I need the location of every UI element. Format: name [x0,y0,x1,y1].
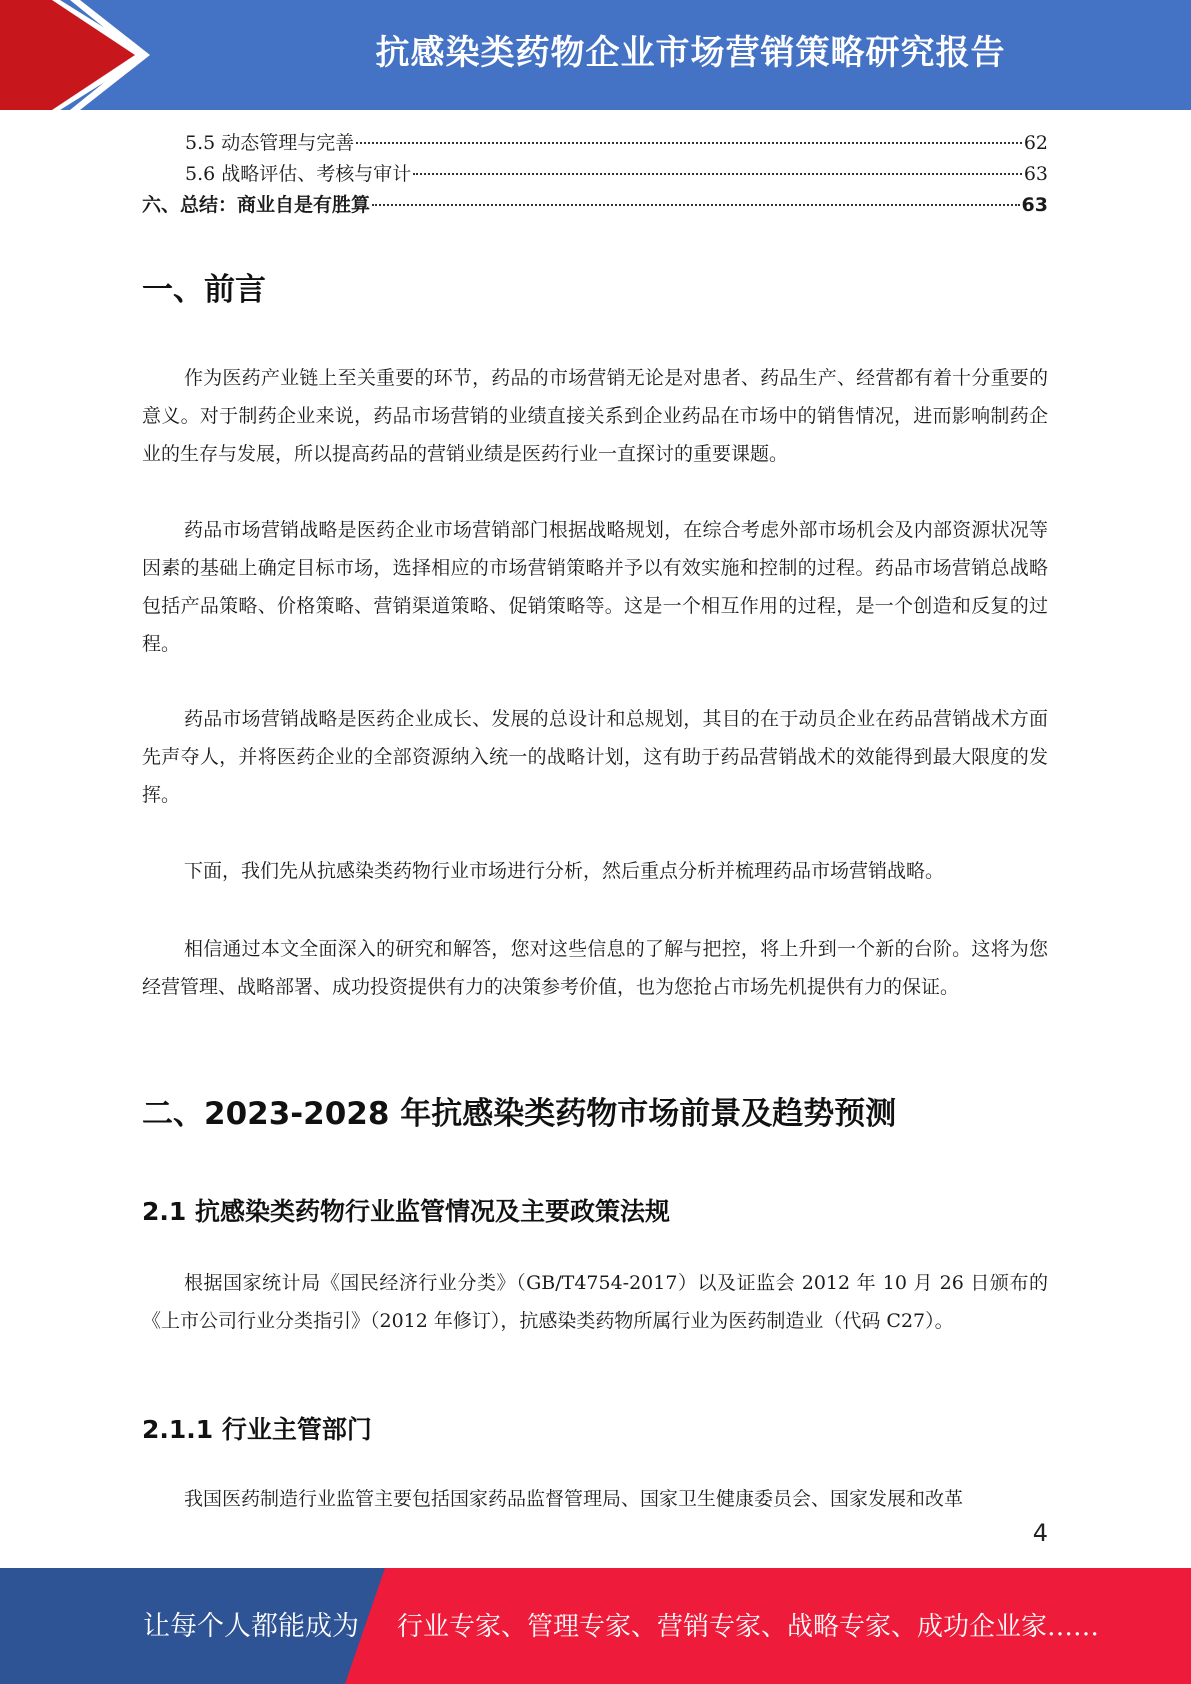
header-band [0,0,1191,110]
page-number: 4 [1032,1519,1048,1547]
body-paragraph: 作为医药产业链上至关重要的环节，药品的市场营销无论是对患者、药品生产、经营都有着十分重要的意义。对于制药企业来说，药品市场营销的业绩直接关系到企业药品在市场中的销售情况，进而影响制药企业的生存与发展，所以提高药品的营销业绩是医药行业一直探讨的重要课题。 [142,367,1048,465]
toc-entry-title: 六、总结：商业自是有胜算 [142,194,371,216]
body-paragraph: 我国医药制造行业监管主要包括国家药品监督管理局、国家卫生健康委员会、国家发展和改革 [184,1488,964,1510]
header-arrow-decoration [0,0,160,110]
toc-entry-page: 62 [1023,132,1048,154]
toc-entry-title: 5.5 动态管理与完善 [185,132,355,154]
toc-entry[interactable] [142,128,1048,159]
footer-band [0,1568,1191,1684]
subsection-heading-2-1: 2.1 抗感染类药物行业监管情况及主要政策法规 [142,1197,670,1226]
report-title: 抗感染类药物企业市场营销策略研究报告 [375,33,1006,73]
toc-entry[interactable] [142,159,1048,190]
section-heading-preface: 一、前言 [142,272,266,308]
body-paragraph: 根据国家统计局《国民经济行业分类》（GB/T4754-2017）以及证监会 2012 年 10 月 26 日颁布的《上市公司行业分类指引》（2012 年修订），抗感染类药物所属行业为医药制造业（代码 C27）。 [142,1272,1048,1332]
toc-entry-title: 5.6 战略评估、考核与审计 [185,163,412,185]
footer-slogan-right: 行业专家、管理专家、营销专家、战略专家、成功企业家…… [397,1612,1100,1642]
subsection-heading-2-1-1: 2.1.1 行业主管部门 [142,1415,372,1444]
toc-entry-page: 63 [1023,163,1048,185]
toc-leader-dots [413,173,1022,175]
toc-entry[interactable] [142,190,1048,221]
section-heading-forecast: 二、2023-2028 年抗感染类药物市场前景及趋势预测 [142,1096,897,1132]
body-paragraph: 下面，我们先从抗感染类药物行业市场进行分析，然后重点分析并梳理药品市场营销战略。 [184,860,945,882]
footer-slogan-left: 让每个人都能成为 [143,1611,359,1642]
toc-entry-page: 63 [1021,194,1048,216]
table-of-contents [142,128,1048,221]
body-paragraph: 药品市场营销战略是医药企业市场营销部门根据战略规划，在综合考虑外部市场机会及内部资源状况等因素的基础上确定目标市场，选择相应的市场营销策略并予以有效实施和控制的过程。药品市场营销总战略包括产品策略、价格策略、营销渠道策略、促销策略等。这是一个相互作用的过程，是一个创造和反复的过程。 [142,519,1048,655]
toc-leader-dots [356,142,1022,144]
toc-leader-dots [372,204,1020,206]
body-paragraph: 药品市场营销战略是医药企业成长、发展的总设计和总规划，其目的在于动员企业在药品营销战术方面先声夺人，并将医药企业的全部资源纳入统一的战略计划，这有助于药品营销战术的效能得到最大限度的发挥。 [142,708,1048,806]
body-paragraph: 相信通过本文全面深入的研究和解答，您对这些信息的了解与把控，将上升到一个新的台阶。这将为您经营管理、战略部署、成功投资提供有力的决策参考价值，也为您抢占市场先机提供有力的保证。 [142,938,1048,998]
